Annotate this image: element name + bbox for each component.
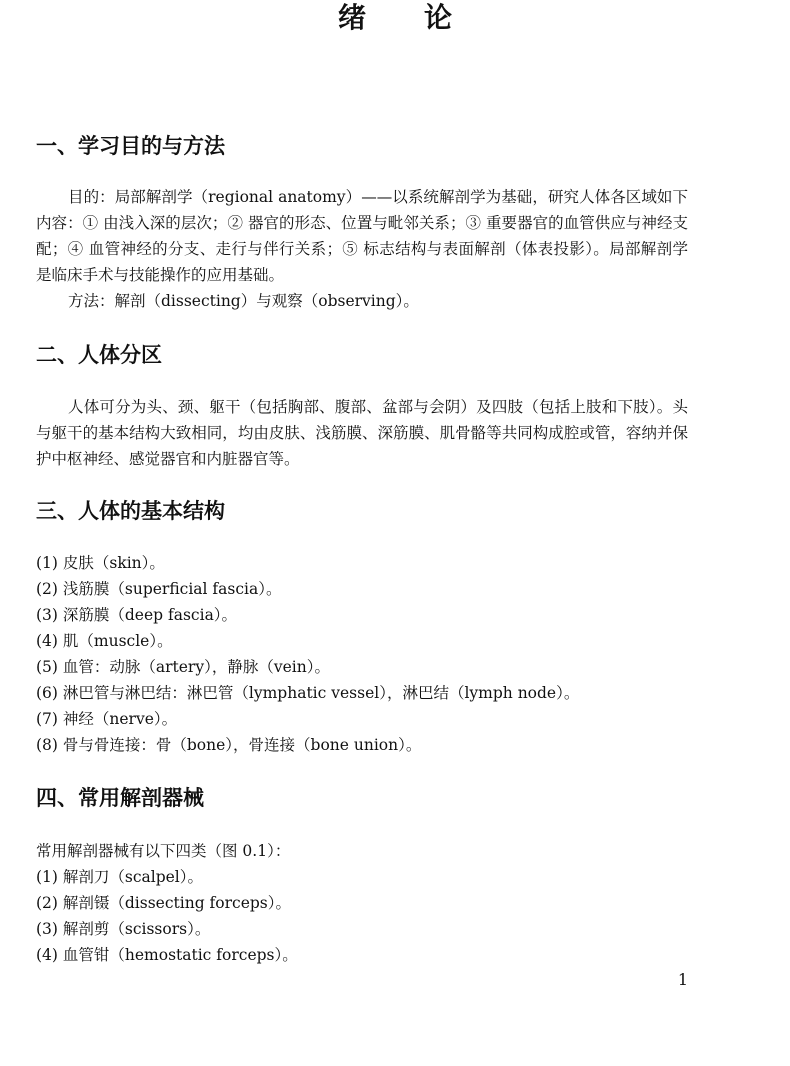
list-item: (2) 浅筋膜（superficial fascia）。 bbox=[36, 580, 282, 598]
list-item: (1) 解剖刀（scalpel）。 bbox=[36, 868, 204, 886]
basic-structure-list bbox=[36, 550, 688, 758]
list-item: (8) 骨与骨连接：骨（bone），骨连接（bone union）。 bbox=[36, 736, 422, 754]
section-1-paragraph-purpose: 目的：局部解剖学（regional anatomy）——以系统解剖学为基础，研究人体各区域如下内容：① 由浅入深的层次；② 器官的形态、位置与毗邻关系；③ 重要器官的血管供应与神经支配；④ 血管神经的分支、走行与伴行关系；⑤ 标志结构与表面解剖（体表投影）。局部解剖学是临床手术与技能操作的应用基础。 bbox=[36, 188, 688, 284]
section-heading-4: 四、常用解剖器械 bbox=[36, 786, 204, 810]
section-4-intro: 常用解剖器械有以下四类（图 0.1）： bbox=[36, 842, 291, 860]
list-item: (6) 淋巴管与淋巴结：淋巴管（lymphatic vessel），淋巴结（lymph node）。 bbox=[36, 684, 580, 702]
list-item: (5) 血管：动脉（artery），静脉（vein）。 bbox=[36, 658, 330, 676]
section-2-paragraph: 人体可分为头、颈、躯干（包括胸部、腹部、盆部与会阴）及四肢（包括上肢和下肢）。头与躯干的基本结构大致相同，均由皮肤、浅筋膜、深筋膜、肌骨骼等共同构成腔或管，容纳并保护中枢神经、感觉器官和内脏器官等。 bbox=[36, 398, 688, 468]
section-heading-1: 一、学习目的与方法 bbox=[36, 134, 225, 158]
instrument-list bbox=[36, 864, 688, 968]
section-heading-2: 二、人体分区 bbox=[36, 343, 162, 367]
list-item: (3) 深筋膜（deep fascia）。 bbox=[36, 606, 238, 624]
section-1-paragraph-method: 方法：解剖（dissecting）与观察（observing）。 bbox=[68, 292, 419, 310]
list-item: (4) 肌（muscle）。 bbox=[36, 632, 173, 650]
chapter-title: 绪论 bbox=[337, 1, 510, 34]
list-item: (2) 解剖镊（dissecting forceps）。 bbox=[36, 894, 292, 912]
list-item: (3) 解剖剪（scissors）。 bbox=[36, 920, 211, 938]
page-number: 1 bbox=[677, 970, 688, 989]
section-heading-3: 三、人体的基本结构 bbox=[36, 499, 225, 523]
list-item: (7) 神经（nerve）。 bbox=[36, 710, 178, 728]
list-item: (4) 血管钳（hemostatic forceps）。 bbox=[36, 946, 298, 964]
list-item: (1) 皮肤（skin）。 bbox=[36, 554, 165, 572]
